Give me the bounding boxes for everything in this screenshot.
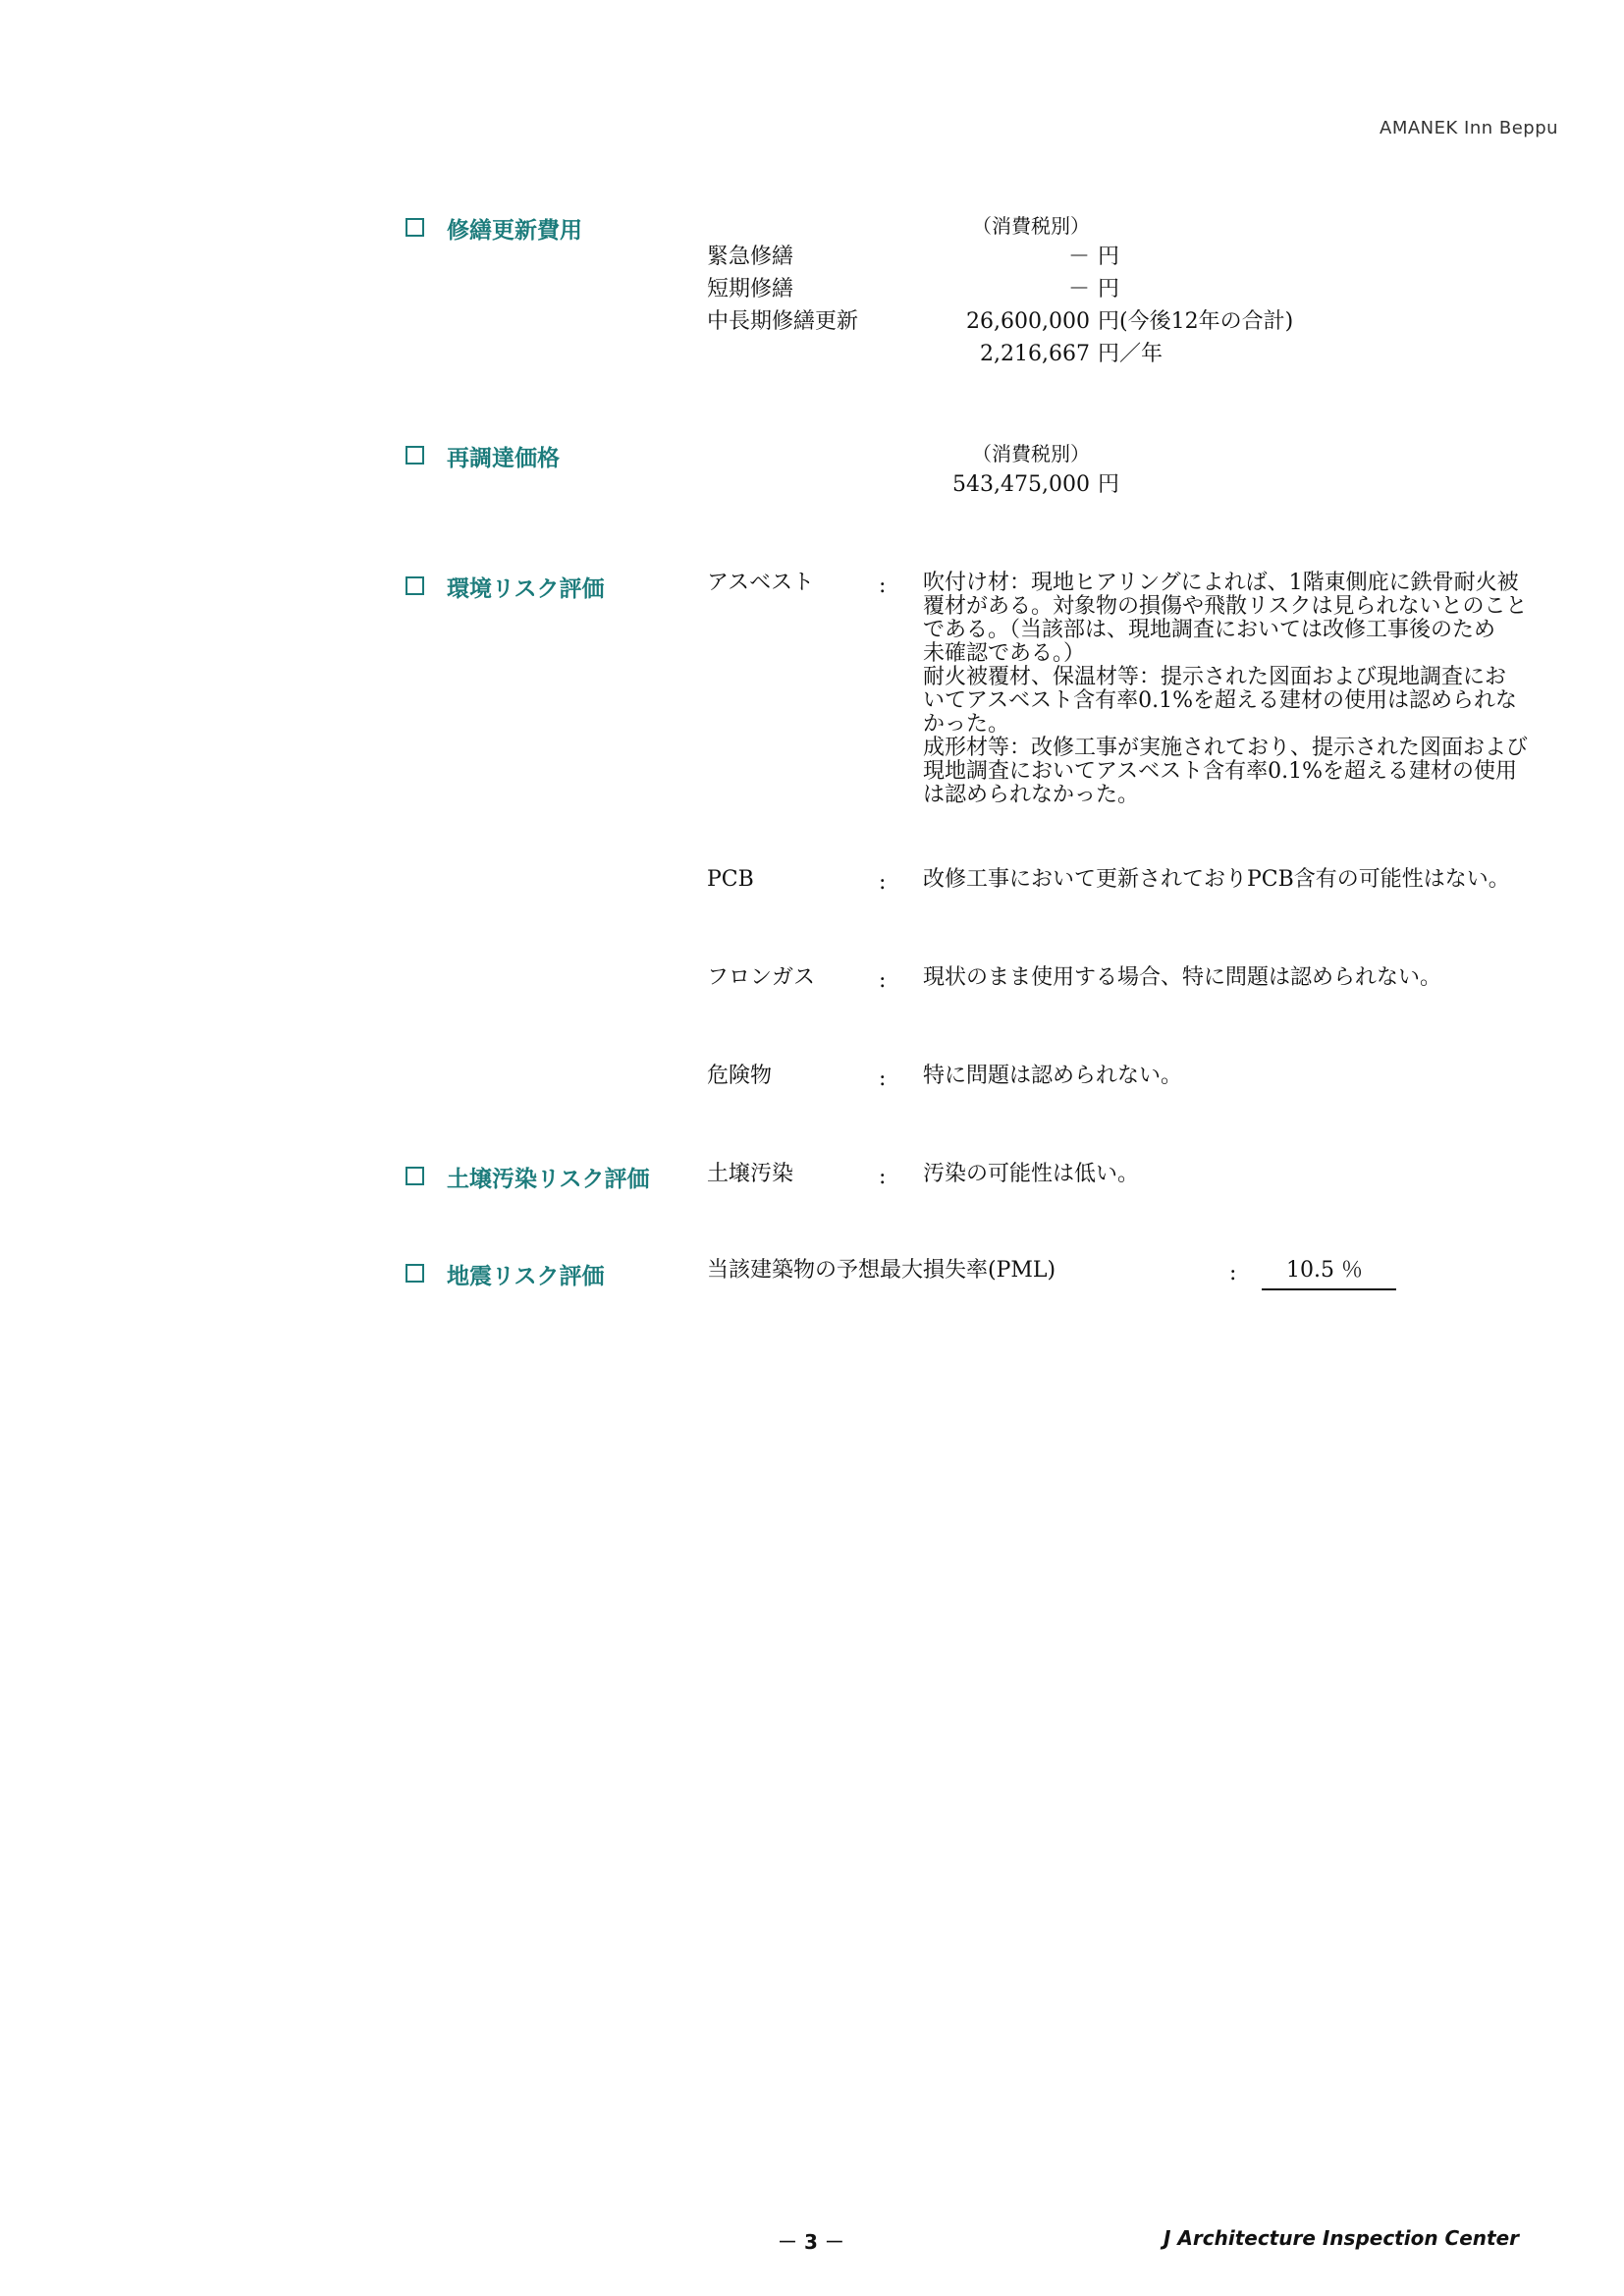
repair-unit: 円／年 — [1098, 342, 1164, 366]
checkbox-icon — [406, 1167, 424, 1185]
pml-value: 10.5 ％ — [1286, 1258, 1363, 1283]
separator: : — [879, 574, 887, 598]
asbestos-text: 吹付け材：現地ヒアリングによれば、1階東側庇に鉄骨耐火被 覆材がある。対象物の損傷や飛散リスクは見られないとのこと である。（当該部は、現地調査においては改修工事後のため 未確認である。） 耐火被覆材、保温材等：提示された図面および現地調査にお いてアスベスト含有率0.1%を超える建材の使用は認められな かった。 成形材等：改修工事が実施されており、提示された図面および 現地調査においてアスベスト含有率0.1%を超える建材の使用 は認められなかった。 — [923, 571, 1529, 807]
separator: : — [879, 870, 887, 895]
checkbox-icon — [406, 1264, 424, 1283]
company-name: J Architecture Inspection Center — [1164, 2226, 1520, 2250]
pcb-text: 改修工事において更新されておりPCB含有の可能性はない。 — [923, 867, 1510, 892]
repair-unit: 円 — [1098, 245, 1120, 269]
repair-label: 短期修繕 — [707, 277, 794, 301]
tax-note: （消費税別） — [972, 442, 1090, 465]
section-title-replacement-cost: 再調達価格 — [447, 446, 560, 471]
separator: : — [879, 1066, 887, 1091]
checkbox-icon — [406, 446, 424, 465]
hazardous-text: 特に問題は認められない。 — [923, 1064, 1183, 1088]
repair-amount: － — [1067, 245, 1090, 269]
hazardous-label: 危険物 — [707, 1064, 773, 1088]
repair-label: 緊急修繕 — [707, 245, 794, 269]
page-number: － 3 － — [778, 2230, 844, 2254]
section-title-environmental-risk: 環境リスク評価 — [447, 576, 605, 602]
repair-label: 中長期修繕更新 — [707, 309, 859, 334]
section-title-repair-cost: 修繕更新費用 — [447, 218, 582, 244]
section-title-soil-risk: 土壌汚染リスク評価 — [447, 1167, 650, 1192]
pml-label: 当該建築物の予想最大損失率(PML) — [707, 1258, 1056, 1283]
repair-amount: 2,216,667 — [980, 342, 1090, 366]
replacement-unit: 円 — [1098, 472, 1120, 497]
freon-text: 現状のまま使用する場合、特に問題は認められない。 — [923, 965, 1442, 990]
asbestos-label: アスベスト — [707, 571, 815, 595]
pcb-label: PCB — [707, 867, 754, 892]
separator: : — [1229, 1261, 1237, 1285]
repair-unit: 円(今後12年の合計) — [1098, 309, 1294, 334]
separator: : — [879, 968, 887, 993]
repair-unit: 円 — [1098, 277, 1120, 301]
checkbox-icon — [406, 576, 424, 595]
document-header: AMANEK Inn Beppu — [1380, 118, 1559, 138]
checkbox-icon — [406, 218, 424, 237]
section-title-seismic-risk: 地震リスク評価 — [447, 1264, 605, 1289]
repair-amount: 26,600,000 — [966, 309, 1090, 334]
soil-text: 汚染の可能性は低い。 — [923, 1162, 1140, 1186]
separator: : — [879, 1165, 887, 1189]
tax-note: （消費税別） — [972, 214, 1090, 238]
pml-underline — [1262, 1288, 1396, 1290]
freon-label: フロンガス — [707, 965, 816, 990]
soil-label: 土壌汚染 — [707, 1162, 794, 1186]
replacement-amount: 543,475,000 — [952, 472, 1090, 497]
repair-amount: － — [1067, 277, 1090, 301]
